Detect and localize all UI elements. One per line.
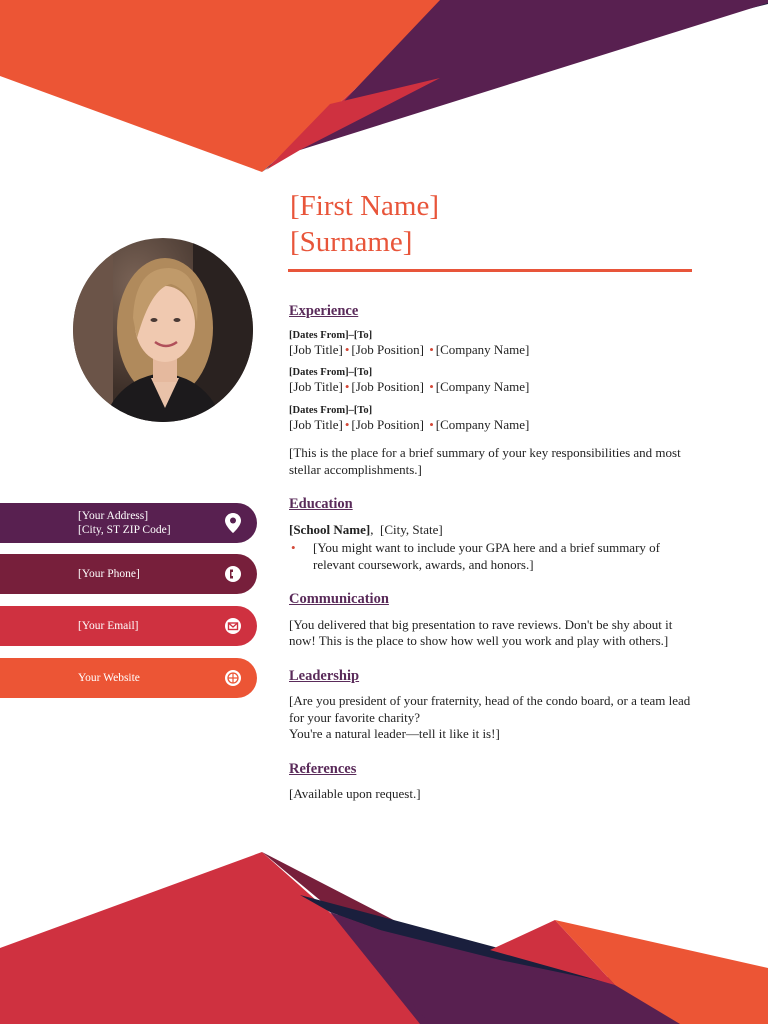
job-line xyxy=(289,342,699,359)
job-title: [Job Title] xyxy=(289,379,343,394)
company-name: [Company Name] xyxy=(435,379,530,394)
profile-photo xyxy=(73,238,253,422)
experience-entry xyxy=(289,404,699,434)
first-name: [First Name] xyxy=(290,190,439,222)
bullet-dot: • xyxy=(429,416,434,432)
company-name: [Company Name] xyxy=(435,416,530,432)
communication-heading: Communication xyxy=(289,591,389,607)
job-dates: [Dates From]–[To] xyxy=(289,329,373,341)
school-name: [School Name] xyxy=(289,521,371,537)
leadership-text-1: [Are you president of your fraternity, head of the condo board, or a team lead for your favorite charity? xyxy=(289,693,691,725)
school-line: [School Name], [City, State] xyxy=(289,521,443,537)
contact-address[interactable] xyxy=(0,503,257,543)
contact-phone[interactable] xyxy=(0,554,257,594)
address-line1: [Your Address] xyxy=(78,510,149,522)
experience-summary: [This is the place for a brief summary of your key responsibilities and most stellar accomplishments.] xyxy=(289,445,681,477)
email-icon xyxy=(223,616,243,636)
job-position: [Job Position] xyxy=(351,379,424,394)
job-position: [Job Position] xyxy=(351,416,424,432)
bullet-dot: • xyxy=(429,379,434,394)
job-title: [Job Title] xyxy=(289,416,343,432)
contact-website[interactable] xyxy=(0,658,257,698)
job-title: [Job Title] xyxy=(289,341,343,357)
experience-section xyxy=(289,303,699,478)
bullet-dot: • xyxy=(291,540,296,555)
job-dates: [Dates From]–[To] xyxy=(289,404,373,416)
phone-text: [Your Phone] xyxy=(78,568,140,580)
website-icon xyxy=(223,668,243,688)
references-heading: References xyxy=(289,760,357,777)
references-text: [Available upon request.] xyxy=(289,786,421,801)
experience-entry xyxy=(289,366,699,396)
bullet-dot: • xyxy=(344,341,350,357)
company-name: [Company Name] xyxy=(435,341,530,357)
bullet-dot: • xyxy=(429,341,434,357)
bullet-dot: • xyxy=(344,416,350,432)
surname: [Surname] xyxy=(290,226,413,258)
address-line2: [City, ST ZIP Code] xyxy=(78,524,171,536)
leadership-heading: Leadership xyxy=(289,667,360,684)
location-pin-icon xyxy=(223,513,243,533)
resume-content xyxy=(289,303,699,821)
experience-heading: Experience xyxy=(289,303,359,319)
education-section xyxy=(289,496,699,573)
leadership-section xyxy=(289,668,699,743)
communication-section xyxy=(289,591,699,650)
school-location: [City, State] xyxy=(380,521,443,537)
references-section xyxy=(289,761,699,803)
job-dates: [Dates From]–[To] xyxy=(289,367,373,378)
leadership-text-2: You're a natural leader—tell it like it is!] xyxy=(289,726,500,741)
email-text: [Your Email] xyxy=(78,620,139,632)
job-line xyxy=(289,417,699,434)
bullet-dot: • xyxy=(344,379,350,394)
education-heading: Education xyxy=(289,496,353,512)
job-line xyxy=(289,379,699,396)
communication-text: [You delivered that big presentation to rave reviews. Don't be shy about it now! This is the place to show how well you work and play with others.] xyxy=(289,616,673,648)
phone-icon xyxy=(223,564,243,584)
education-bullet xyxy=(289,540,699,573)
experience-entry xyxy=(289,329,699,359)
candidate-name xyxy=(290,188,439,260)
job-position: [Job Position] xyxy=(351,341,424,357)
name-divider xyxy=(288,269,692,272)
website-text: Your Website xyxy=(78,672,140,684)
education-bullet-text: [You might want to include your GPA here and a brief summary of relevant coursework, awards, and honors.] xyxy=(313,540,660,572)
contact-email[interactable] xyxy=(0,606,257,646)
